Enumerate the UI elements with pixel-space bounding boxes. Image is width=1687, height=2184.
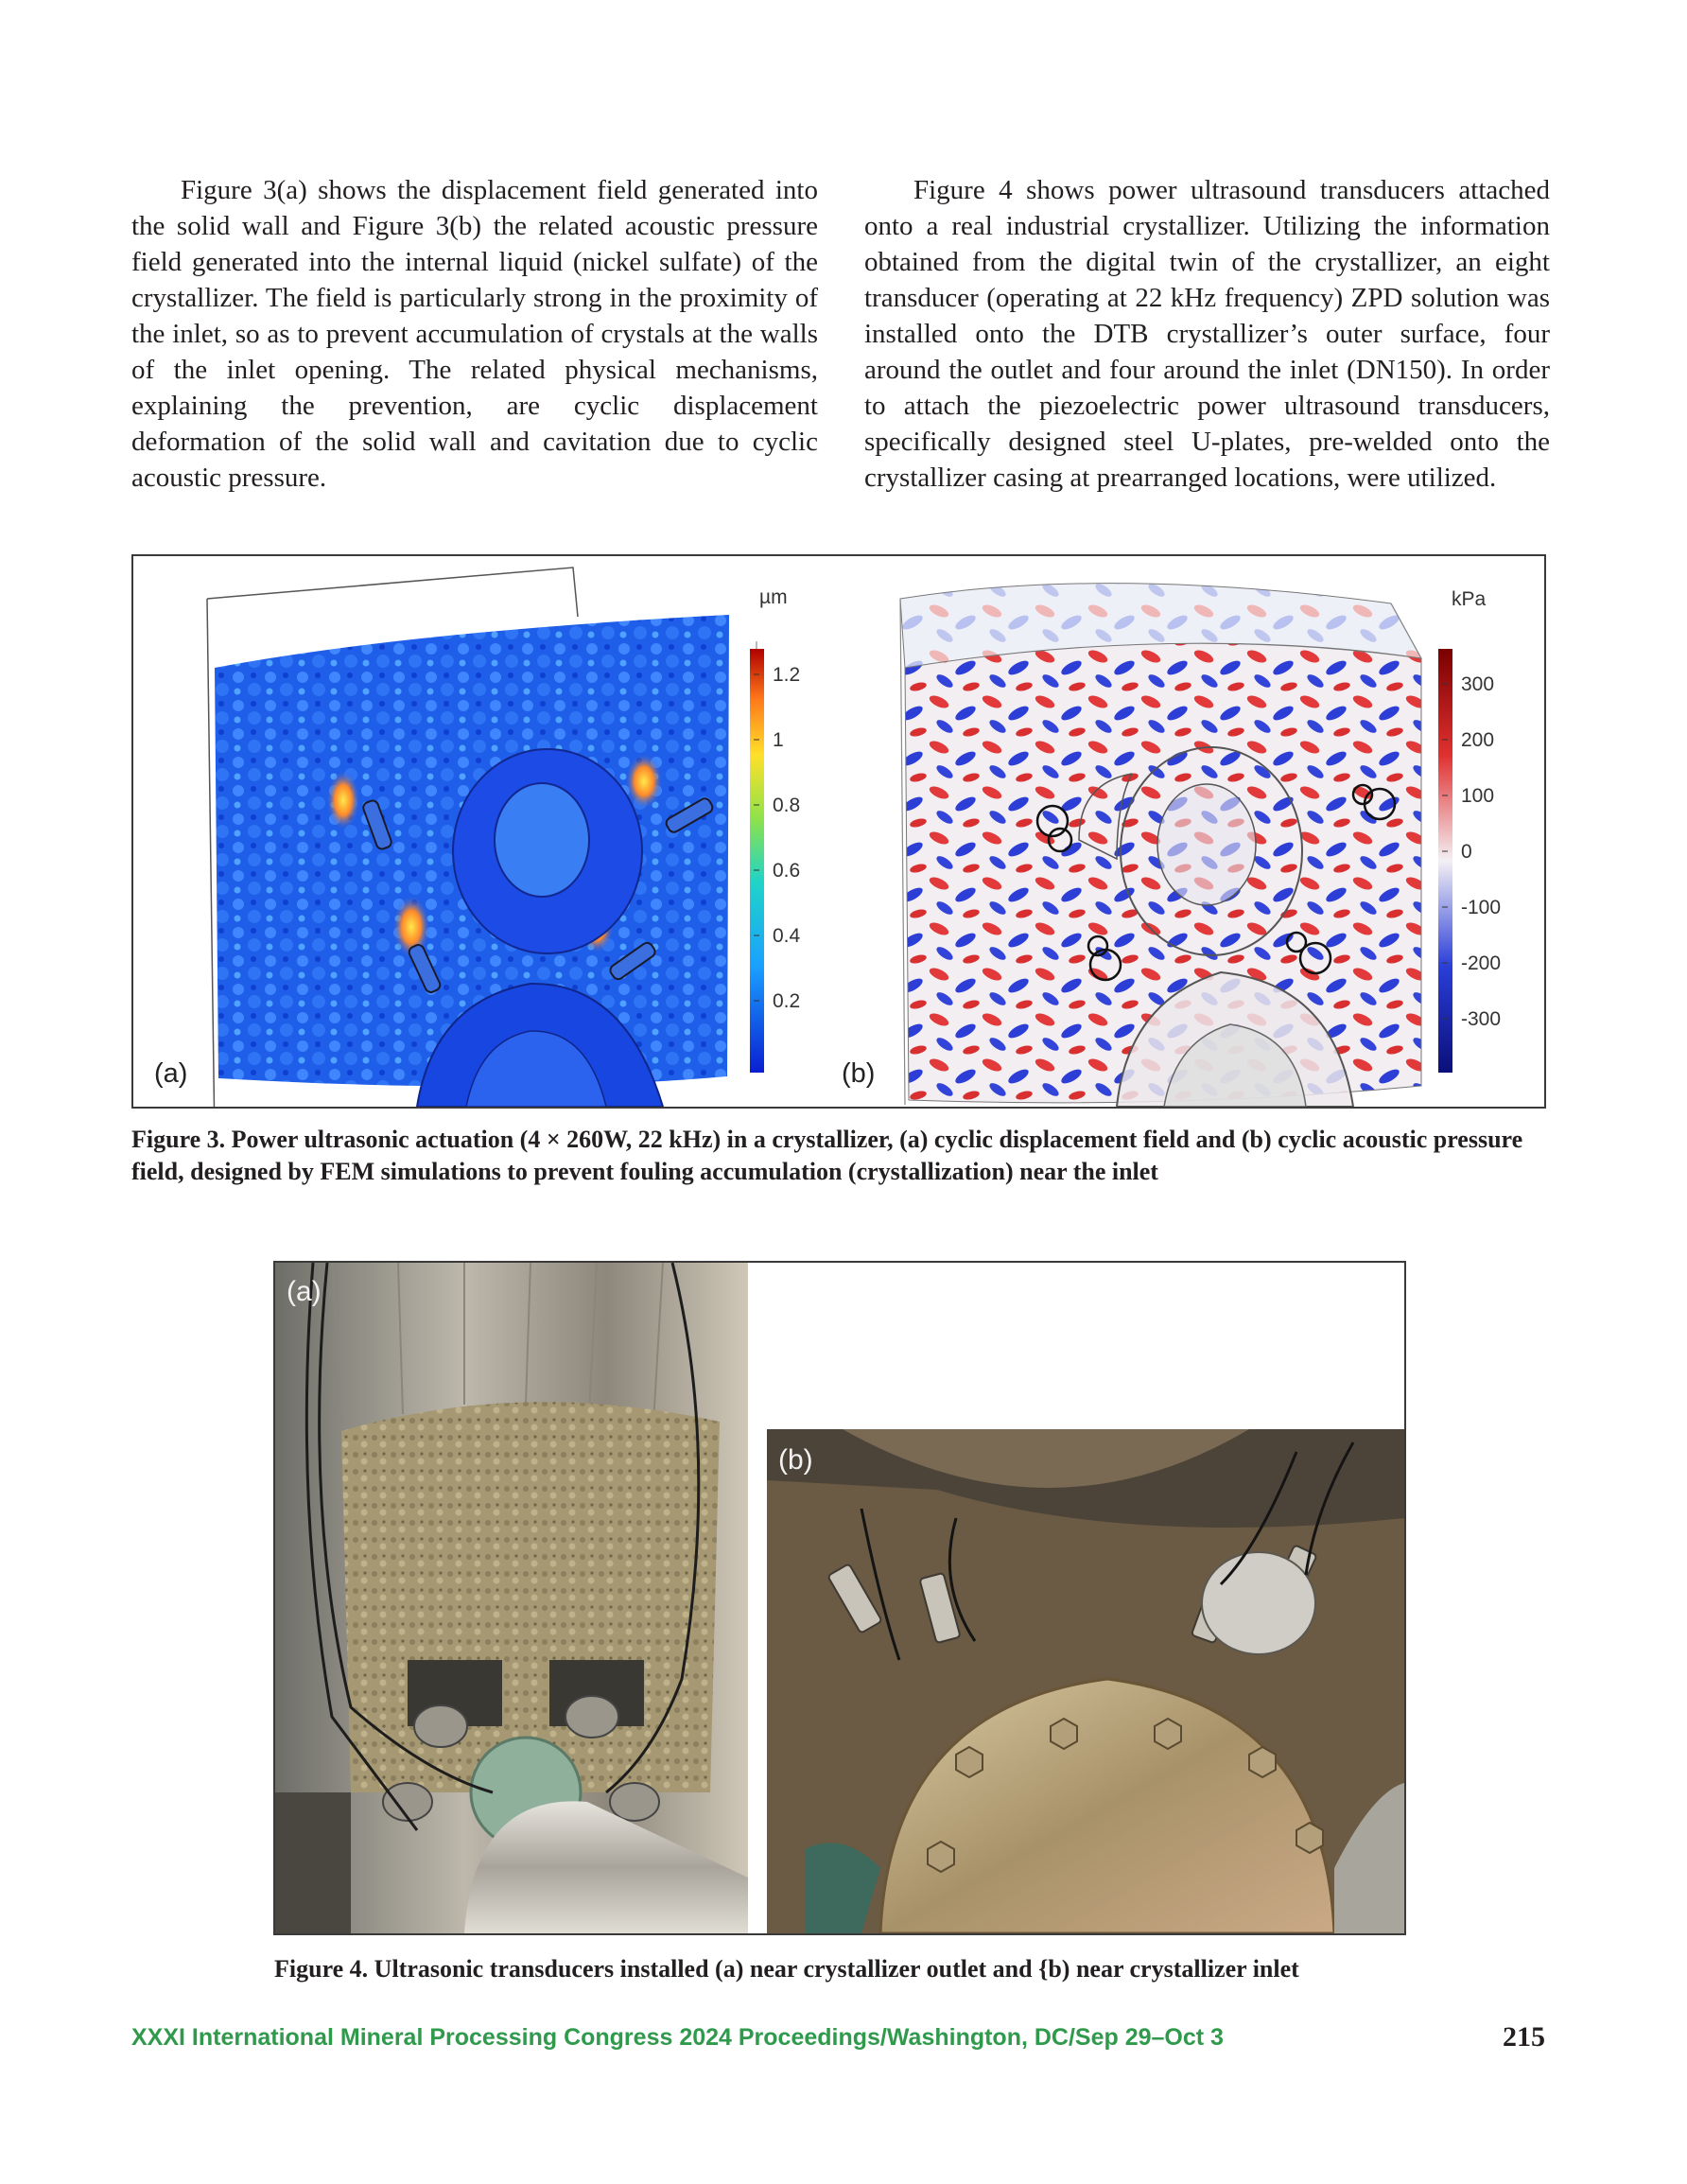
colorbar-b-tick-label: -300 — [1461, 1008, 1502, 1030]
colorbar-a-tick-label: 1.2 — [773, 664, 801, 686]
figure-3-caption: Figure 3. Power ultrasonic actuation (4 × 260W, 22 kHz) in a crystallizer, (a) cyclic displacement field and (b) cyclic acoustic pressure field, designed by FEM simulations to prevent fouling accumulation (crystallization) near the inlet — [131, 1126, 1523, 1185]
colorbar-a-tick-label: 0.2 — [773, 990, 801, 1012]
colorbar-b-tick-label: 300 — [1461, 673, 1495, 695]
figure-3-panel-a-label: (a) — [154, 1058, 188, 1089]
panel-b-pressure-field — [900, 584, 1452, 1107]
panel-a-displacement-field — [207, 568, 764, 1107]
figure-3-panel-b-label: (b) — [842, 1058, 876, 1089]
photo-a-outlet-transducers — [275, 1263, 748, 1933]
colorbar-b-tick-label: -200 — [1461, 952, 1502, 974]
paragraph-figure4-description: Figure 4 shows power ultrasound transducers attached onto a real industrial crystallizer. Utilizing the information obtained from the digital twin of the crystallizer, an eight transducer (operating at 22 kHz frequency) ZPD solution was installed onto the DTB crystallizer’s outer surface, four around the outlet and four around the inlet (DN150). In order to attach the piezoelectric power ultrasound transducers, specifically designed steel U-plates, pre-welded onto the crystallizer casing at prearranged locations, were utilized. — [864, 175, 1550, 493]
colorbar-b-tick-label: 200 — [1461, 729, 1495, 751]
footer-proceedings-title: XXXI International Mineral Processing Congress 2024 Proceedings/Washington, DC/Sep 29–Oct 3 — [131, 2024, 1224, 2051]
body-column-right — [864, 172, 1550, 496]
page-number: 215 — [1503, 2021, 1545, 2053]
colorbar-b-tick-label: 100 — [1461, 785, 1495, 807]
paragraph-figure3-description: Figure 3(a) shows the displacement field generated into the solid wall and Figure 3(b) the related acoustic pressure field generated into the internal liquid (nickel sulfate) of the crystallizer. The field is particularly strong in the proximity of the inlet, so as to prevent accumulation of crystals at the walls of the inlet opening. The related physical mechanisms, explaining the prevention, are cyclic displacement deformation of the solid wall and cavitation due to cyclic acoustic pressure. — [131, 175, 818, 493]
colorbar-a-unit: µm — [759, 586, 788, 608]
figure-4-caption: Figure 4. Ultrasonic transducers installed (a) near crystallizer outlet and {b) near crystallizer inlet — [274, 1955, 1299, 1983]
figure-3 — [131, 554, 1546, 1109]
colorbar-a-tick-label: 1 — [773, 729, 784, 751]
colorbar-a-tick-label: 0.8 — [773, 795, 801, 816]
body-column-left — [131, 172, 818, 496]
figure-3-simulation-graphic — [133, 556, 1544, 1107]
figure-4-panel-b-label: (b) — [778, 1444, 813, 1476]
colorbar-b-unit: kPa — [1452, 588, 1487, 610]
colorbar-a-tick-label: 0.6 — [773, 860, 801, 882]
figure-4 — [273, 1261, 1406, 1935]
photo-b-inlet-transducers — [767, 1429, 1404, 1933]
colorbar-b-tick-label: -100 — [1461, 897, 1502, 918]
colorbar-b-tick-label: 0 — [1461, 841, 1472, 863]
figure-4-panel-a-label: (a) — [287, 1276, 322, 1307]
figure-4-photo-graphic — [275, 1263, 1404, 1933]
colorbar-a-tick-label: 0.4 — [773, 925, 801, 947]
